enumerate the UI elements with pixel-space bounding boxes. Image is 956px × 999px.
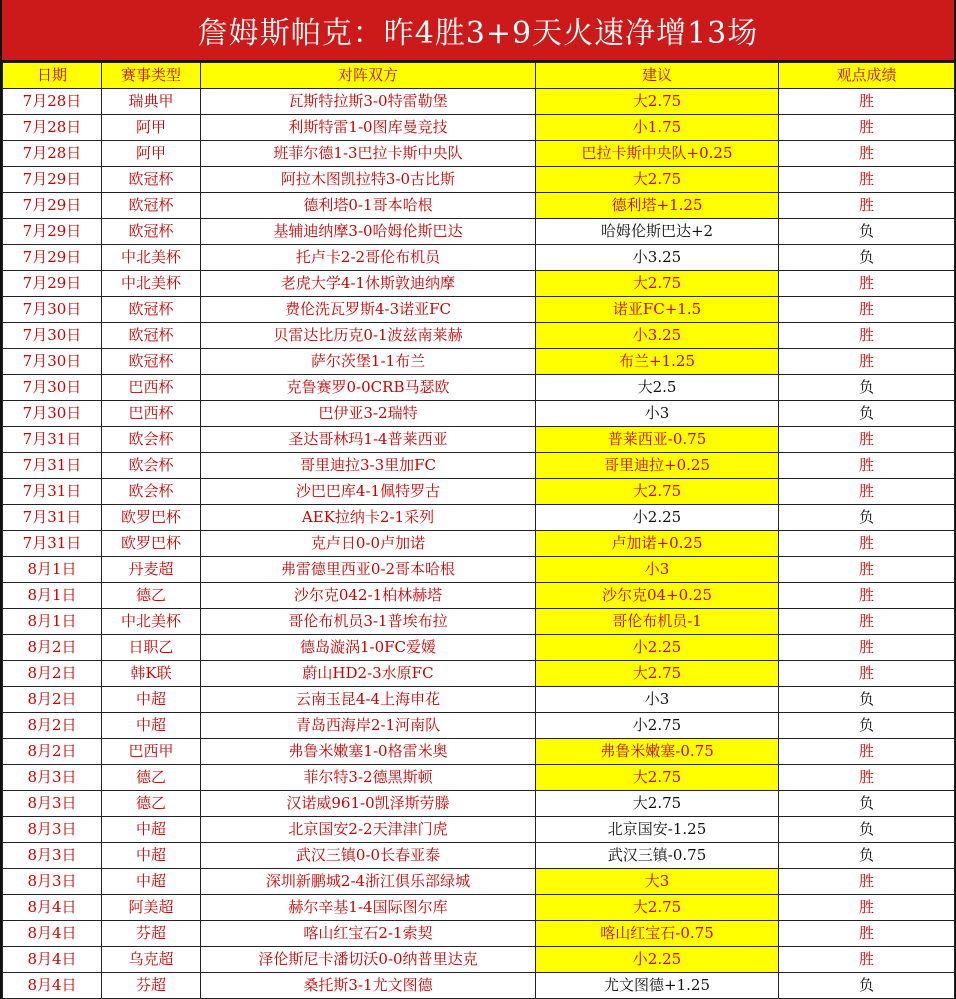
result-cell: 胜 bbox=[779, 583, 955, 609]
result-cell: 胜 bbox=[779, 427, 955, 453]
date-cell: 8月2日 bbox=[3, 661, 102, 687]
table-row bbox=[3, 505, 955, 531]
date-cell: 8月2日 bbox=[3, 687, 102, 713]
advice-cell: 北京国安-1.25 bbox=[536, 817, 779, 843]
table-body bbox=[3, 89, 955, 999]
table-row bbox=[3, 167, 955, 193]
advice-cell: 小1.75 bbox=[536, 115, 779, 141]
match-cell: 云南玉昆4-4上海申花 bbox=[201, 687, 536, 713]
result-cell: 胜 bbox=[779, 869, 955, 895]
advice-cell: 沙尔克04+0.25 bbox=[536, 583, 779, 609]
table-row bbox=[3, 323, 955, 349]
league-cell: 中北美杯 bbox=[102, 271, 201, 297]
advice-cell: 布兰+1.25 bbox=[536, 349, 779, 375]
table-row bbox=[3, 557, 955, 583]
table-row bbox=[3, 479, 955, 505]
match-cell: 托卢卡2-2哥伦布机员 bbox=[201, 245, 536, 271]
league-cell: 欧会杯 bbox=[102, 427, 201, 453]
result-cell: 胜 bbox=[779, 89, 955, 115]
date-cell: 7月31日 bbox=[3, 453, 102, 479]
date-cell: 8月3日 bbox=[3, 817, 102, 843]
date-cell: 7月31日 bbox=[3, 427, 102, 453]
date-cell: 8月2日 bbox=[3, 713, 102, 739]
result-cell: 负 bbox=[779, 713, 955, 739]
advice-cell: 武汉三镇-0.75 bbox=[536, 843, 779, 869]
match-cell: 沙巴巴库4-1佩特罗古 bbox=[201, 479, 536, 505]
result-cell: 胜 bbox=[779, 765, 955, 791]
league-cell: 德乙 bbox=[102, 583, 201, 609]
advice-cell: 大2.75 bbox=[536, 791, 779, 817]
result-cell: 胜 bbox=[779, 271, 955, 297]
league-cell: 瑞典甲 bbox=[102, 89, 201, 115]
advice-cell: 小2.25 bbox=[536, 947, 779, 973]
table-row bbox=[3, 349, 955, 375]
league-cell: 中超 bbox=[102, 843, 201, 869]
date-cell: 7月31日 bbox=[3, 505, 102, 531]
league-cell: 欧冠杯 bbox=[102, 167, 201, 193]
match-cell: 沙尔克042-1柏林赫塔 bbox=[201, 583, 536, 609]
table-row bbox=[3, 791, 955, 817]
league-cell: 巴西甲 bbox=[102, 739, 201, 765]
date-cell: 7月29日 bbox=[3, 271, 102, 297]
match-cell: 泽伦斯尼卡潘切沃0-0纳普里达克 bbox=[201, 947, 536, 973]
date-cell: 8月4日 bbox=[3, 973, 102, 999]
result-cell: 胜 bbox=[779, 141, 955, 167]
advice-cell: 小2.25 bbox=[536, 505, 779, 531]
date-cell: 8月4日 bbox=[3, 921, 102, 947]
match-cell: 贝雷达比历克0-1波兹南莱赫 bbox=[201, 323, 536, 349]
date-cell: 7月29日 bbox=[3, 167, 102, 193]
header-result: 观点成绩 bbox=[779, 63, 955, 89]
league-cell: 中超 bbox=[102, 817, 201, 843]
match-cell: 老虎大学4-1休斯敦迪纳摩 bbox=[201, 271, 536, 297]
date-cell: 8月4日 bbox=[3, 895, 102, 921]
advice-cell: 尤文图德+1.25 bbox=[536, 973, 779, 999]
match-cell: 阿拉木图凯拉特3-0古比斯 bbox=[201, 167, 536, 193]
date-cell: 7月28日 bbox=[3, 89, 102, 115]
league-cell: 芬超 bbox=[102, 973, 201, 999]
table-row bbox=[3, 219, 955, 245]
advice-cell: 大2.75 bbox=[536, 895, 779, 921]
table-row bbox=[3, 583, 955, 609]
table-row bbox=[3, 141, 955, 167]
advice-cell: 大2.75 bbox=[536, 167, 779, 193]
result-cell: 胜 bbox=[779, 947, 955, 973]
result-cell: 胜 bbox=[779, 297, 955, 323]
date-cell: 8月3日 bbox=[3, 869, 102, 895]
advice-cell: 小3 bbox=[536, 557, 779, 583]
result-cell: 胜 bbox=[779, 895, 955, 921]
match-cell: 圣达哥林玛1-4普莱西亚 bbox=[201, 427, 536, 453]
result-cell: 负 bbox=[779, 245, 955, 271]
date-cell: 8月2日 bbox=[3, 739, 102, 765]
match-cell: 巴伊亚3-2瑞特 bbox=[201, 401, 536, 427]
result-cell: 负 bbox=[779, 375, 955, 401]
table-row bbox=[3, 89, 955, 115]
result-cell: 胜 bbox=[779, 453, 955, 479]
table-row bbox=[3, 843, 955, 869]
result-cell: 胜 bbox=[779, 609, 955, 635]
advice-cell: 哥里迪拉+0.25 bbox=[536, 453, 779, 479]
advice-cell: 大2.75 bbox=[536, 271, 779, 297]
header-row bbox=[3, 63, 955, 89]
result-cell: 负 bbox=[779, 791, 955, 817]
advice-cell: 小2.75 bbox=[536, 713, 779, 739]
league-cell: 欧冠杯 bbox=[102, 297, 201, 323]
match-cell: 蔚山HD2-3水原FC bbox=[201, 661, 536, 687]
match-cell: 赫尔辛基1-4国际图尔库 bbox=[201, 895, 536, 921]
result-cell: 胜 bbox=[779, 193, 955, 219]
table-row bbox=[3, 609, 955, 635]
result-cell: 负 bbox=[779, 219, 955, 245]
result-cell: 负 bbox=[779, 401, 955, 427]
result-cell: 胜 bbox=[779, 739, 955, 765]
advice-cell: 喀山红宝石-0.75 bbox=[536, 921, 779, 947]
result-cell: 负 bbox=[779, 505, 955, 531]
date-cell: 7月30日 bbox=[3, 375, 102, 401]
league-cell: 德乙 bbox=[102, 765, 201, 791]
table-row bbox=[3, 635, 955, 661]
advice-cell: 小3 bbox=[536, 687, 779, 713]
result-cell: 胜 bbox=[779, 531, 955, 557]
date-cell: 8月3日 bbox=[3, 843, 102, 869]
result-cell: 负 bbox=[779, 817, 955, 843]
league-cell: 欧冠杯 bbox=[102, 219, 201, 245]
date-cell: 8月1日 bbox=[3, 557, 102, 583]
date-cell: 8月3日 bbox=[3, 765, 102, 791]
league-cell: 阿甲 bbox=[102, 115, 201, 141]
date-cell: 8月1日 bbox=[3, 583, 102, 609]
date-cell: 7月31日 bbox=[3, 479, 102, 505]
table-row bbox=[3, 921, 955, 947]
advice-cell: 大2.5 bbox=[536, 375, 779, 401]
date-cell: 7月30日 bbox=[3, 349, 102, 375]
date-cell: 7月29日 bbox=[3, 193, 102, 219]
advice-cell: 大2.75 bbox=[536, 765, 779, 791]
date-cell: 7月29日 bbox=[3, 245, 102, 271]
league-cell: 中北美杯 bbox=[102, 245, 201, 271]
date-cell: 7月30日 bbox=[3, 401, 102, 427]
table-row bbox=[3, 271, 955, 297]
match-cell: AEK拉纳卡2-1采列 bbox=[201, 505, 536, 531]
date-cell: 7月28日 bbox=[3, 115, 102, 141]
advice-cell: 哈姆伦斯巴达+2 bbox=[536, 219, 779, 245]
match-cell: 桑托斯3-1尤文图德 bbox=[201, 973, 536, 999]
match-cell: 德岛漩涡1-0FC爱媛 bbox=[201, 635, 536, 661]
league-cell: 阿美超 bbox=[102, 895, 201, 921]
league-cell: 中超 bbox=[102, 687, 201, 713]
header-match: 对阵双方 bbox=[201, 63, 536, 89]
match-cell: 武汉三镇0-0长春亚泰 bbox=[201, 843, 536, 869]
table-row bbox=[3, 115, 955, 141]
table-row bbox=[3, 765, 955, 791]
match-cell: 青岛西海岸2-1河南队 bbox=[201, 713, 536, 739]
date-cell: 7月29日 bbox=[3, 219, 102, 245]
result-cell: 负 bbox=[779, 687, 955, 713]
league-cell: 欧会杯 bbox=[102, 453, 201, 479]
league-cell: 欧冠杯 bbox=[102, 193, 201, 219]
table-row bbox=[3, 947, 955, 973]
league-cell: 德乙 bbox=[102, 791, 201, 817]
league-cell: 巴西杯 bbox=[102, 375, 201, 401]
advice-cell: 诺亚FC+1.5 bbox=[536, 297, 779, 323]
match-cell: 菲尔特3-2德黑斯顿 bbox=[201, 765, 536, 791]
header-advice: 建议 bbox=[536, 63, 779, 89]
league-cell: 丹麦超 bbox=[102, 557, 201, 583]
date-cell: 7月30日 bbox=[3, 297, 102, 323]
date-cell: 8月1日 bbox=[3, 609, 102, 635]
result-cell: 胜 bbox=[779, 921, 955, 947]
advice-cell: 德利塔+1.25 bbox=[536, 193, 779, 219]
league-cell: 芬超 bbox=[102, 921, 201, 947]
result-cell: 胜 bbox=[779, 349, 955, 375]
match-cell: 班菲尔德1-3巴拉卡斯中央队 bbox=[201, 141, 536, 167]
result-cell: 胜 bbox=[779, 479, 955, 505]
table-row bbox=[3, 973, 955, 999]
league-cell: 中超 bbox=[102, 713, 201, 739]
league-cell: 欧罗巴杯 bbox=[102, 531, 201, 557]
result-cell: 胜 bbox=[779, 557, 955, 583]
result-cell: 胜 bbox=[779, 115, 955, 141]
advice-cell: 大2.75 bbox=[536, 89, 779, 115]
table-row bbox=[3, 895, 955, 921]
match-cell: 弗鲁米嫩塞1-0格雷米奥 bbox=[201, 739, 536, 765]
advice-cell: 卢加诺+0.25 bbox=[536, 531, 779, 557]
advice-cell: 巴拉卡斯中央队+0.25 bbox=[536, 141, 779, 167]
page-title: 詹姆斯帕克：昨4胜3+9天火速净增13场 bbox=[2, 0, 954, 62]
advice-cell: 小2.25 bbox=[536, 635, 779, 661]
table-row bbox=[3, 817, 955, 843]
league-cell: 中超 bbox=[102, 869, 201, 895]
table-row bbox=[3, 245, 955, 271]
match-cell: 费伦洗瓦罗斯4-3诺亚FC bbox=[201, 297, 536, 323]
table-row bbox=[3, 427, 955, 453]
match-cell: 深圳新鹏城2-4浙江俱乐部绿城 bbox=[201, 869, 536, 895]
match-cell: 北京国安2-2天津津门虎 bbox=[201, 817, 536, 843]
table-row bbox=[3, 297, 955, 323]
table-row bbox=[3, 739, 955, 765]
header-date: 日期 bbox=[3, 63, 102, 89]
result-cell: 胜 bbox=[779, 661, 955, 687]
match-cell: 哥里迪拉3-3里加FC bbox=[201, 453, 536, 479]
match-cell: 克卢日0-0卢加诺 bbox=[201, 531, 536, 557]
advice-cell: 哥伦布机员-1 bbox=[536, 609, 779, 635]
match-cell: 利斯特雷1-0图库曼竞技 bbox=[201, 115, 536, 141]
date-cell: 7月30日 bbox=[3, 323, 102, 349]
match-cell: 哥伦布机员3-1普埃布拉 bbox=[201, 609, 536, 635]
date-cell: 7月31日 bbox=[3, 531, 102, 557]
league-cell: 欧会杯 bbox=[102, 479, 201, 505]
league-cell: 中北美杯 bbox=[102, 609, 201, 635]
advice-cell: 大2.75 bbox=[536, 661, 779, 687]
table-row bbox=[3, 401, 955, 427]
match-cell: 德利塔0-1哥本哈根 bbox=[201, 193, 536, 219]
league-cell: 日职乙 bbox=[102, 635, 201, 661]
league-cell: 乌克超 bbox=[102, 947, 201, 973]
result-cell: 胜 bbox=[779, 323, 955, 349]
advice-cell: 弗鲁米嫩塞-0.75 bbox=[536, 739, 779, 765]
date-cell: 8月4日 bbox=[3, 947, 102, 973]
result-cell: 负 bbox=[779, 843, 955, 869]
league-cell: 欧冠杯 bbox=[102, 349, 201, 375]
match-cell: 汉诺威961-0凯泽斯劳滕 bbox=[201, 791, 536, 817]
league-cell: 欧罗巴杯 bbox=[102, 505, 201, 531]
advice-cell: 普莱西亚-0.75 bbox=[536, 427, 779, 453]
result-cell: 负 bbox=[779, 973, 955, 999]
match-cell: 弗雷德里西亚0-2哥本哈根 bbox=[201, 557, 536, 583]
league-cell: 欧冠杯 bbox=[102, 323, 201, 349]
date-cell: 8月3日 bbox=[3, 791, 102, 817]
league-cell: 巴西杯 bbox=[102, 401, 201, 427]
table-row bbox=[3, 193, 955, 219]
results-table bbox=[2, 62, 955, 999]
league-cell: 阿甲 bbox=[102, 141, 201, 167]
match-cell: 喀山红宝石2-1索契 bbox=[201, 921, 536, 947]
match-cell: 基辅迪纳摩3-0哈姆伦斯巴达 bbox=[201, 219, 536, 245]
table-row bbox=[3, 453, 955, 479]
league-cell: 韩K联 bbox=[102, 661, 201, 687]
match-cell: 克鲁赛罗0-0CRB马瑟欧 bbox=[201, 375, 536, 401]
advice-cell: 小3.25 bbox=[536, 245, 779, 271]
table-row bbox=[3, 531, 955, 557]
table-row bbox=[3, 869, 955, 895]
advice-cell: 小3.25 bbox=[536, 323, 779, 349]
advice-cell: 大3 bbox=[536, 869, 779, 895]
table-row bbox=[3, 687, 955, 713]
table-row bbox=[3, 661, 955, 687]
advice-cell: 小3 bbox=[536, 401, 779, 427]
result-cell: 胜 bbox=[779, 167, 955, 193]
table-row bbox=[3, 375, 955, 401]
table-row bbox=[3, 713, 955, 739]
match-cell: 瓦斯特拉斯3-0特雷勒堡 bbox=[201, 89, 536, 115]
match-cell: 萨尔茨堡1-1布兰 bbox=[201, 349, 536, 375]
advice-cell: 大2.75 bbox=[536, 479, 779, 505]
date-cell: 8月2日 bbox=[3, 635, 102, 661]
date-cell: 7月28日 bbox=[3, 141, 102, 167]
header-league: 赛事类型 bbox=[102, 63, 201, 89]
result-cell: 胜 bbox=[779, 635, 955, 661]
